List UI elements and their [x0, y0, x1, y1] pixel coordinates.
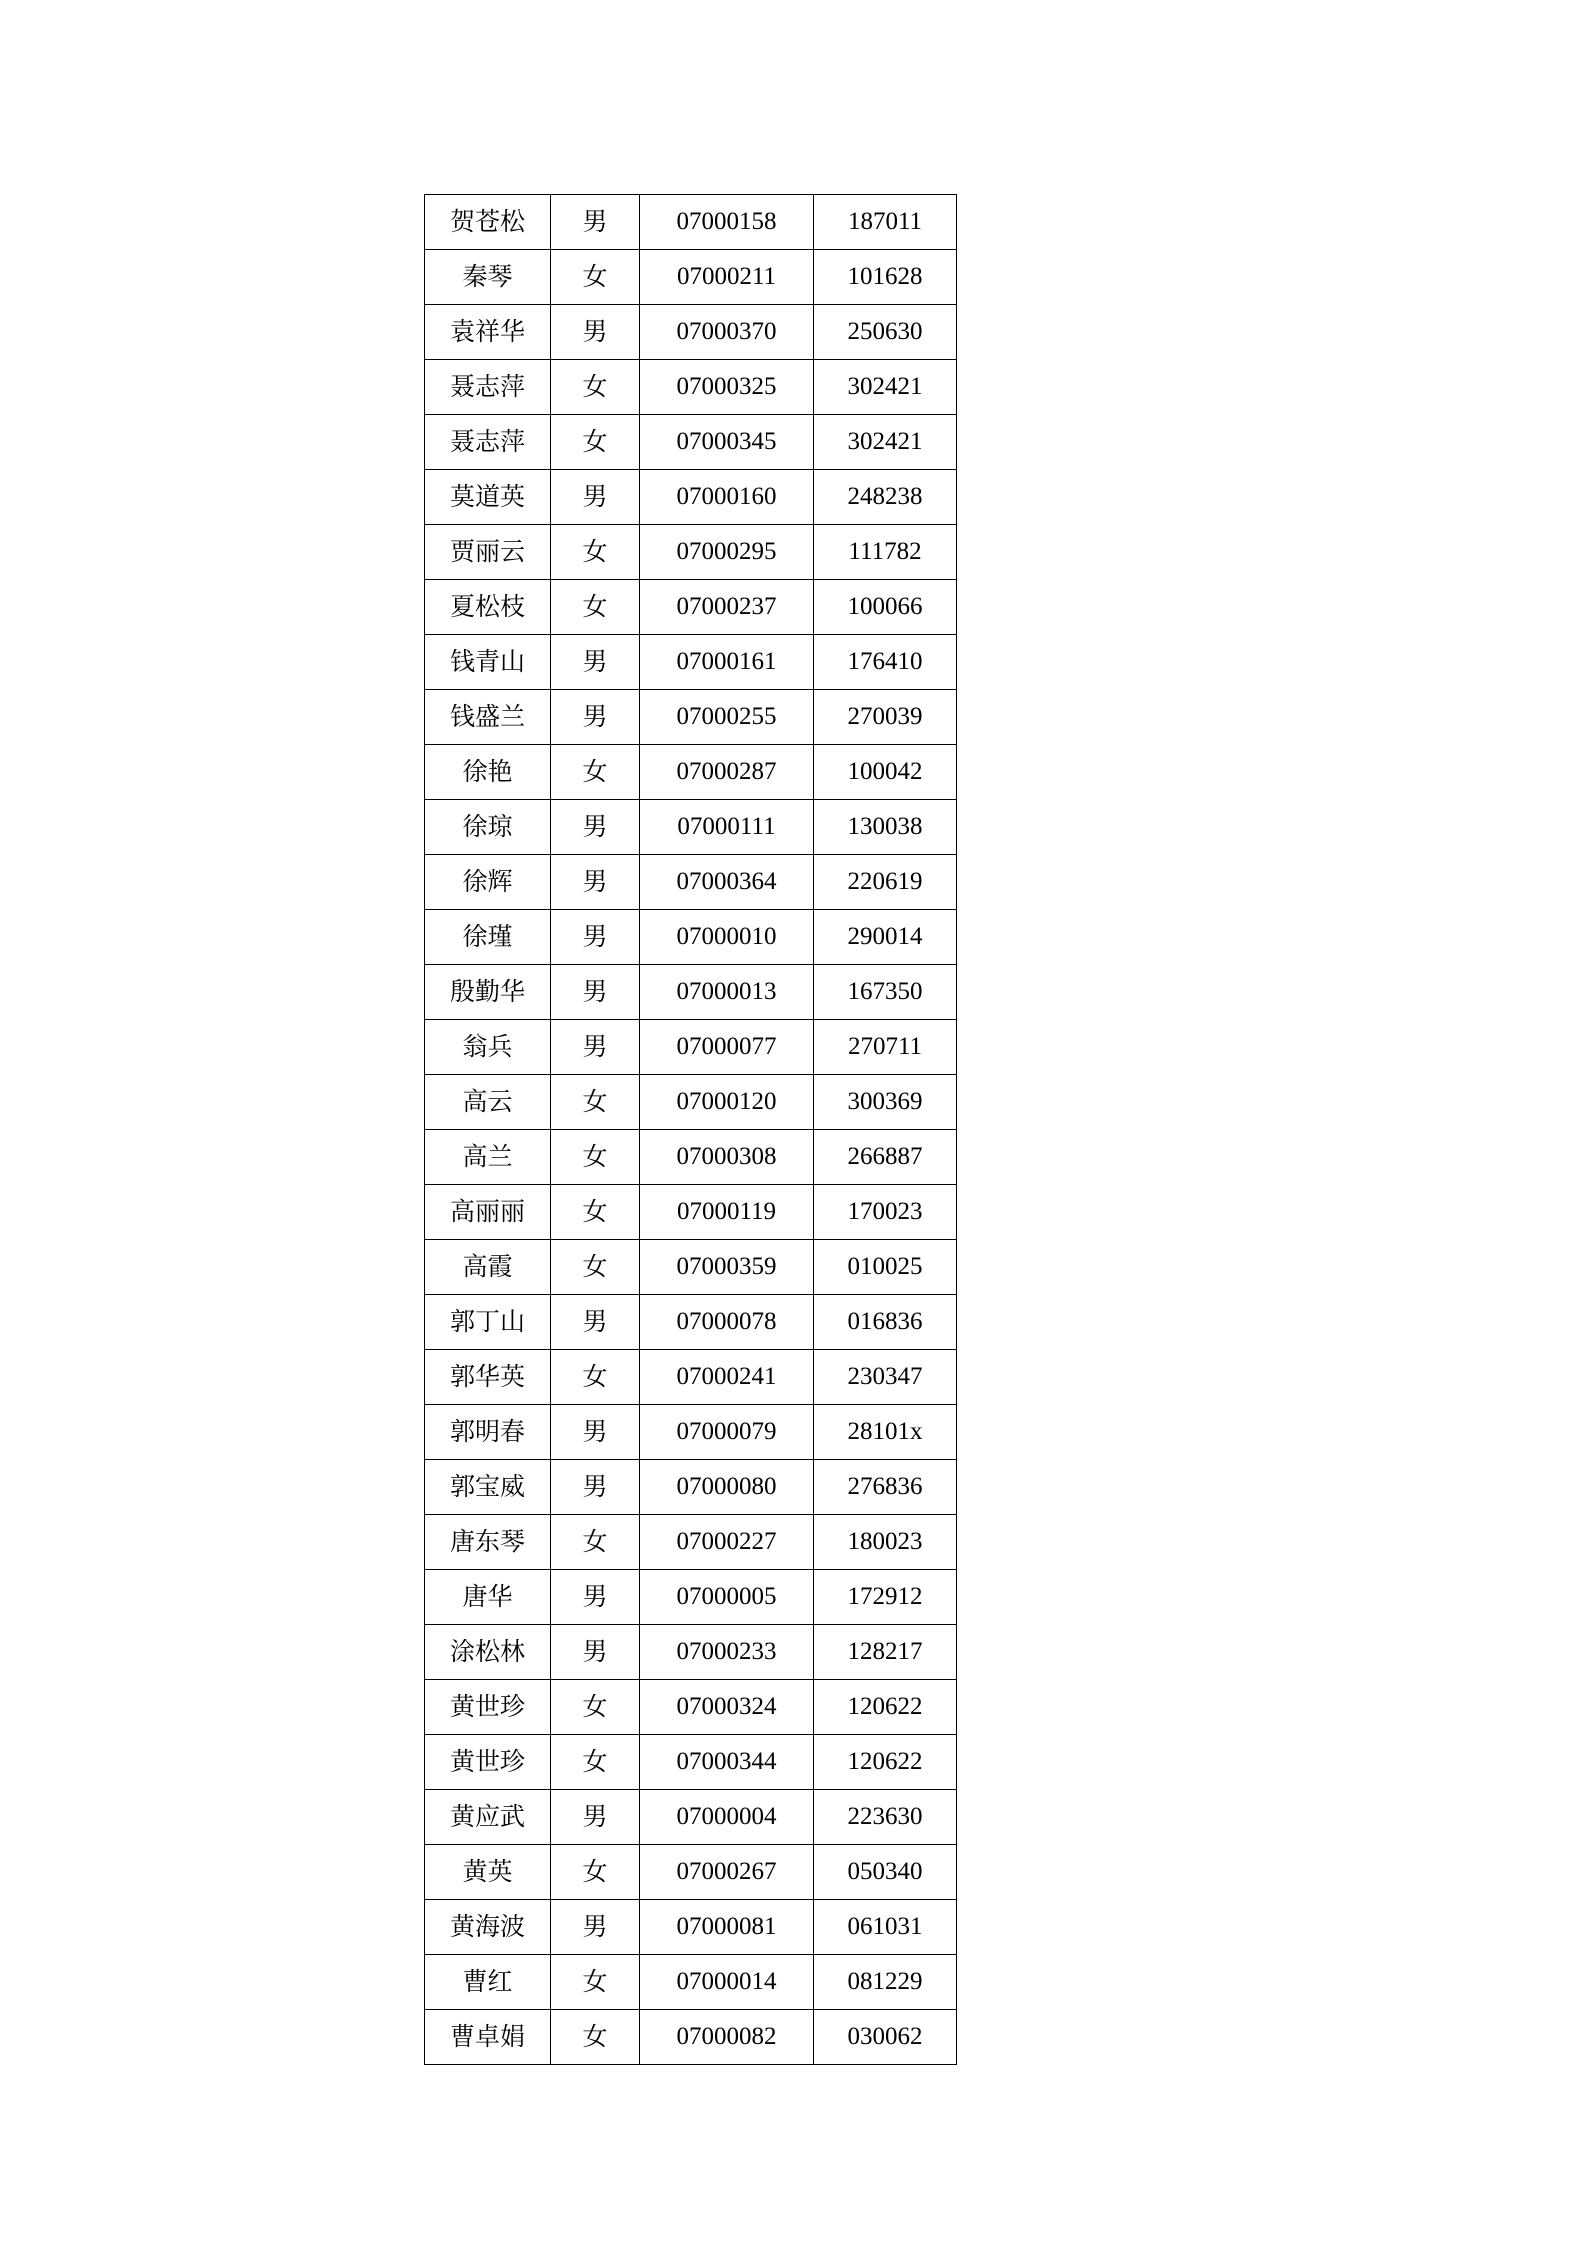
- name-cell: 袁祥华: [425, 305, 551, 360]
- id-cell: 07000158: [640, 195, 814, 250]
- table-row: [425, 1130, 957, 1185]
- gender-cell: 女: [551, 1845, 640, 1900]
- gender-cell: 女: [551, 1515, 640, 1570]
- id-cell: 07000119: [640, 1185, 814, 1240]
- id-cell: 07000079: [640, 1405, 814, 1460]
- id-cell: 07000324: [640, 1680, 814, 1735]
- id-cell: 07000082: [640, 2010, 814, 2065]
- id-cell: 07000241: [640, 1350, 814, 1405]
- gender-cell: 女: [551, 745, 640, 800]
- id-cell: 07000120: [640, 1075, 814, 1130]
- gender-cell: 男: [551, 1900, 640, 1955]
- gender-cell: 男: [551, 800, 640, 855]
- id-cell: 07000077: [640, 1020, 814, 1075]
- code-cell: 300369: [814, 1075, 957, 1130]
- code-cell: 061031: [814, 1900, 957, 1955]
- id-cell: 07000344: [640, 1735, 814, 1790]
- code-cell: 220619: [814, 855, 957, 910]
- table-row: [425, 745, 957, 800]
- name-cell: 高云: [425, 1075, 551, 1130]
- id-cell: 07000211: [640, 250, 814, 305]
- gender-cell: 男: [551, 195, 640, 250]
- id-cell: 07000267: [640, 1845, 814, 1900]
- table-row: [425, 250, 957, 305]
- code-cell: 266887: [814, 1130, 957, 1185]
- table-row: [425, 580, 957, 635]
- code-cell: 050340: [814, 1845, 957, 1900]
- name-cell: 莫道英: [425, 470, 551, 525]
- gender-cell: 男: [551, 910, 640, 965]
- gender-cell: 男: [551, 1405, 640, 1460]
- name-cell: 唐东琴: [425, 1515, 551, 1570]
- table-row: [425, 360, 957, 415]
- name-cell: 郭明春: [425, 1405, 551, 1460]
- table-row: [425, 635, 957, 690]
- code-cell: 302421: [814, 415, 957, 470]
- table-row: [425, 910, 957, 965]
- id-cell: 07000364: [640, 855, 814, 910]
- table-row: [425, 1735, 957, 1790]
- gender-cell: 女: [551, 1680, 640, 1735]
- table-row: [425, 1680, 957, 1735]
- code-cell: 270711: [814, 1020, 957, 1075]
- table-row: [425, 1405, 957, 1460]
- table-row: [425, 800, 957, 855]
- gender-cell: 男: [551, 1790, 640, 1845]
- table-row: [425, 690, 957, 745]
- id-cell: 07000081: [640, 1900, 814, 1955]
- name-cell: 黄海波: [425, 1900, 551, 1955]
- code-cell: 120622: [814, 1680, 957, 1735]
- name-cell: 徐瑾: [425, 910, 551, 965]
- name-cell: 贾丽云: [425, 525, 551, 580]
- gender-cell: 男: [551, 1295, 640, 1350]
- name-cell: 殷勤华: [425, 965, 551, 1020]
- id-cell: 07000237: [640, 580, 814, 635]
- table-row: [425, 965, 957, 1020]
- id-cell: 07000161: [640, 635, 814, 690]
- code-cell: 081229: [814, 1955, 957, 2010]
- id-cell: 07000111: [640, 800, 814, 855]
- id-cell: 07000345: [640, 415, 814, 470]
- code-cell: 016836: [814, 1295, 957, 1350]
- table-row: [425, 470, 957, 525]
- table-row: [425, 1185, 957, 1240]
- id-cell: 07000227: [640, 1515, 814, 1570]
- id-cell: 07000287: [640, 745, 814, 800]
- gender-cell: 女: [551, 1185, 640, 1240]
- code-cell: 030062: [814, 2010, 957, 2065]
- name-cell: 曹红: [425, 1955, 551, 2010]
- name-cell: 徐辉: [425, 855, 551, 910]
- code-cell: 100042: [814, 745, 957, 800]
- gender-cell: 女: [551, 580, 640, 635]
- name-cell: 涂松林: [425, 1625, 551, 1680]
- table-row: [425, 195, 957, 250]
- id-cell: 07000295: [640, 525, 814, 580]
- code-cell: 302421: [814, 360, 957, 415]
- name-cell: 高霞: [425, 1240, 551, 1295]
- name-cell: 徐琼: [425, 800, 551, 855]
- name-cell: 聂志萍: [425, 415, 551, 470]
- code-cell: 180023: [814, 1515, 957, 1570]
- code-cell: 250630: [814, 305, 957, 360]
- gender-cell: 女: [551, 250, 640, 305]
- code-cell: 128217: [814, 1625, 957, 1680]
- gender-cell: 女: [551, 2010, 640, 2065]
- code-cell: 101628: [814, 250, 957, 305]
- code-cell: 276836: [814, 1460, 957, 1515]
- gender-cell: 女: [551, 1735, 640, 1790]
- code-cell: 100066: [814, 580, 957, 635]
- id-cell: 07000233: [640, 1625, 814, 1680]
- code-cell: 270039: [814, 690, 957, 745]
- name-cell: 贺苍松: [425, 195, 551, 250]
- name-cell: 徐艳: [425, 745, 551, 800]
- gender-cell: 男: [551, 965, 640, 1020]
- table-row: [425, 1955, 957, 2010]
- code-cell: 176410: [814, 635, 957, 690]
- roster-table-body: [425, 195, 957, 2065]
- gender-cell: 女: [551, 1130, 640, 1185]
- code-cell: 167350: [814, 965, 957, 1020]
- table-row: [425, 1020, 957, 1075]
- name-cell: 夏松枝: [425, 580, 551, 635]
- table-row: [425, 1350, 957, 1405]
- name-cell: 郭宝威: [425, 1460, 551, 1515]
- gender-cell: 男: [551, 855, 640, 910]
- code-cell: 248238: [814, 470, 957, 525]
- code-cell: 010025: [814, 1240, 957, 1295]
- code-cell: 170023: [814, 1185, 957, 1240]
- table-row: [425, 1570, 957, 1625]
- id-cell: 07000325: [640, 360, 814, 415]
- id-cell: 07000010: [640, 910, 814, 965]
- id-cell: 07000005: [640, 1570, 814, 1625]
- id-cell: 07000080: [640, 1460, 814, 1515]
- table-row: [425, 1240, 957, 1295]
- table-row: [425, 1790, 957, 1845]
- code-cell: 290014: [814, 910, 957, 965]
- id-cell: 07000160: [640, 470, 814, 525]
- gender-cell: 男: [551, 690, 640, 745]
- name-cell: 唐华: [425, 1570, 551, 1625]
- name-cell: 黄应武: [425, 1790, 551, 1845]
- name-cell: 秦琴: [425, 250, 551, 305]
- name-cell: 郭华英: [425, 1350, 551, 1405]
- table-row: [425, 305, 957, 360]
- table-row: [425, 1515, 957, 1570]
- name-cell: 高丽丽: [425, 1185, 551, 1240]
- name-cell: 高兰: [425, 1130, 551, 1185]
- table-row: [425, 1625, 957, 1680]
- table-row: [425, 1845, 957, 1900]
- code-cell: 187011: [814, 195, 957, 250]
- name-cell: 钱盛兰: [425, 690, 551, 745]
- gender-cell: 女: [551, 360, 640, 415]
- gender-cell: 男: [551, 1625, 640, 1680]
- name-cell: 钱青山: [425, 635, 551, 690]
- code-cell: 130038: [814, 800, 957, 855]
- id-cell: 07000308: [640, 1130, 814, 1185]
- name-cell: 曹卓娟: [425, 2010, 551, 2065]
- table-row: [425, 415, 957, 470]
- table-row: [425, 1075, 957, 1130]
- code-cell: 111782: [814, 525, 957, 580]
- code-cell: 230347: [814, 1350, 957, 1405]
- gender-cell: 女: [551, 1350, 640, 1405]
- gender-cell: 男: [551, 1460, 640, 1515]
- table-row: [425, 855, 957, 910]
- gender-cell: 女: [551, 1240, 640, 1295]
- gender-cell: 女: [551, 1955, 640, 2010]
- gender-cell: 男: [551, 1020, 640, 1075]
- table-row: [425, 1900, 957, 1955]
- gender-cell: 男: [551, 1570, 640, 1625]
- id-cell: 07000013: [640, 965, 814, 1020]
- gender-cell: 男: [551, 635, 640, 690]
- name-cell: 黄英: [425, 1845, 551, 1900]
- name-cell: 翁兵: [425, 1020, 551, 1075]
- roster-table: [424, 194, 957, 2065]
- table-row: [425, 2010, 957, 2065]
- id-cell: 07000014: [640, 1955, 814, 2010]
- name-cell: 郭丁山: [425, 1295, 551, 1350]
- code-cell: 28101x: [814, 1405, 957, 1460]
- id-cell: 07000078: [640, 1295, 814, 1350]
- id-cell: 07000359: [640, 1240, 814, 1295]
- id-cell: 07000255: [640, 690, 814, 745]
- gender-cell: 女: [551, 1075, 640, 1130]
- table-row: [425, 1460, 957, 1515]
- code-cell: 120622: [814, 1735, 957, 1790]
- table-row: [425, 1295, 957, 1350]
- code-cell: 223630: [814, 1790, 957, 1845]
- code-cell: 172912: [814, 1570, 957, 1625]
- name-cell: 聂志萍: [425, 360, 551, 415]
- gender-cell: 女: [551, 525, 640, 580]
- gender-cell: 男: [551, 470, 640, 525]
- table-row: [425, 525, 957, 580]
- name-cell: 黄世珍: [425, 1735, 551, 1790]
- gender-cell: 男: [551, 305, 640, 360]
- name-cell: 黄世珍: [425, 1680, 551, 1735]
- id-cell: 07000370: [640, 305, 814, 360]
- gender-cell: 女: [551, 415, 640, 470]
- id-cell: 07000004: [640, 1790, 814, 1845]
